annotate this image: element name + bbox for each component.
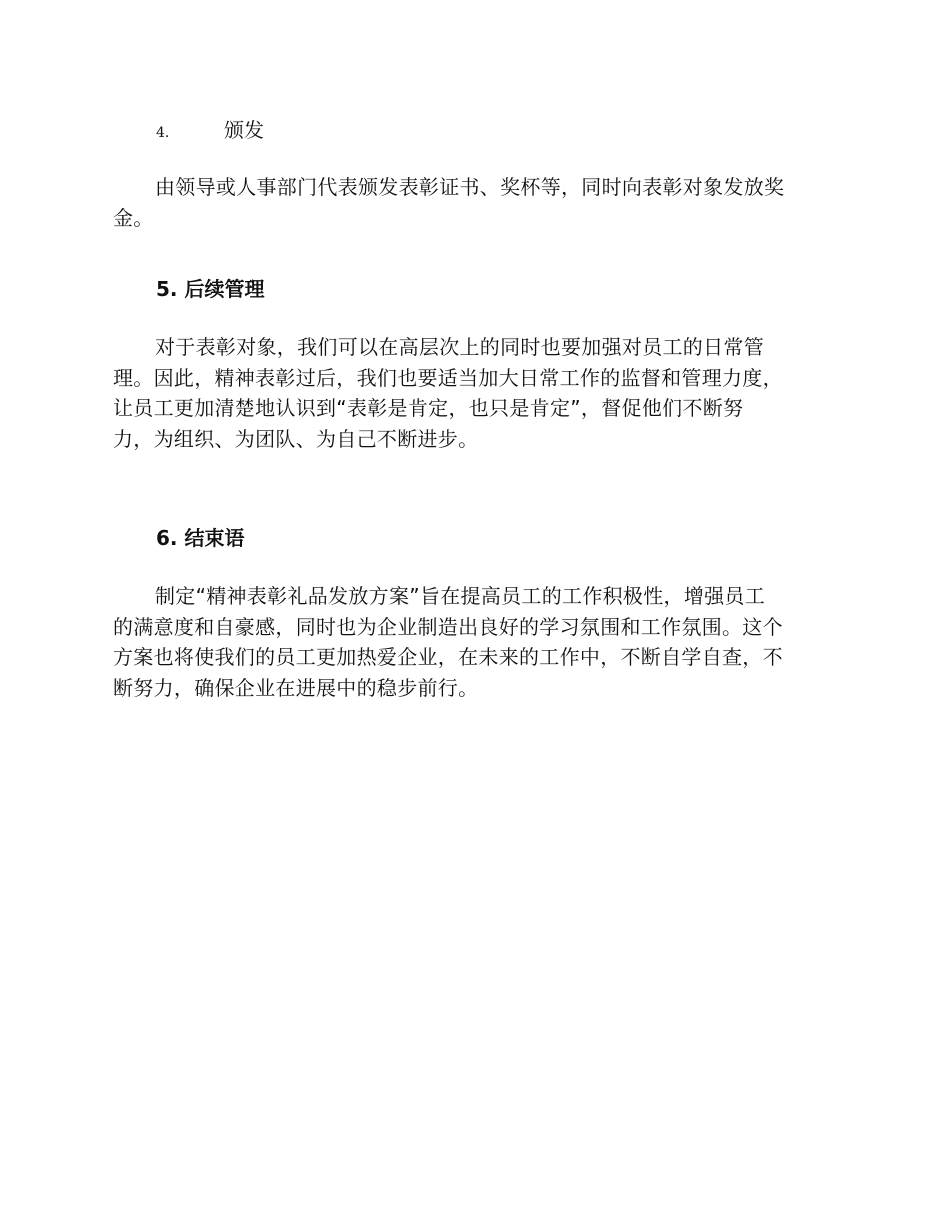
- text-line: 断努力，确保企业在进展中的稳步前行。: [113, 675, 479, 700]
- text-line: 让员工更加清楚地认识到“表彰是肯定，也只是肯定”，督促他们不断努: [113, 396, 744, 420]
- section-4-title: 颁发: [224, 118, 264, 142]
- section-5-paragraph: [113, 332, 835, 454]
- section-4-heading: [156, 117, 264, 146]
- text-line: 对于表彰对象，我们可以在高层次上的同时也要加强对员工的日常管: [155, 335, 764, 359]
- text-line: 由领导或人事部门代表颁发表彰证书、奖杯等，同时向表彰对象发放奖: [155, 175, 785, 199]
- text-line: 的满意度和自豪感，同时也为企业制造出良好的学习氛围和工作氛围。这个: [113, 614, 783, 639]
- text-line: 理。因此，精神表彰过后，我们也要适当加大日常工作的监督和管理力度，: [113, 365, 783, 390]
- text-line: 金。: [113, 205, 154, 230]
- section-4-paragraph: [113, 172, 835, 233]
- section-5-heading: 5. 后续管理: [156, 277, 265, 301]
- section-6-body: [113, 581, 835, 703]
- section-4-number: 4.: [156, 125, 170, 141]
- section-5-body: [113, 332, 835, 454]
- text-line: 方案也将使我们的员工更加热爱企业，在未来的工作中，不断自学自查，不: [113, 645, 783, 669]
- text-line: 制定“精神表彰礼品发放方案”旨在提高员工的工作积极性，增强员工: [155, 584, 766, 608]
- text-line: 力，为组织、为团队、为自己不断进步。: [113, 426, 479, 451]
- section-6-heading: 6. 结束语: [156, 526, 245, 550]
- section-6-paragraph: [113, 581, 835, 703]
- section-4-body: [113, 172, 835, 233]
